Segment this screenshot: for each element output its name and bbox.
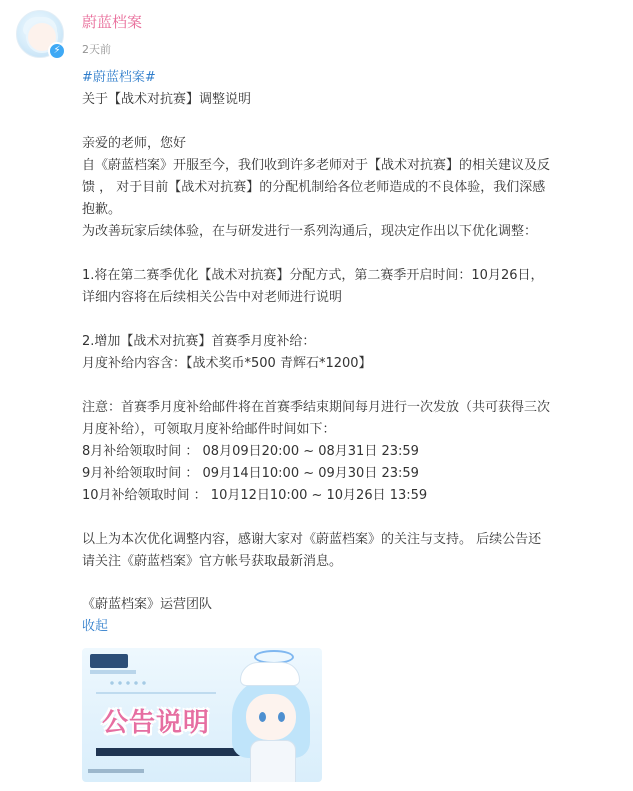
blank-line (82, 309, 612, 331)
post-title-line: 关于【战术对抗赛】调整说明 (82, 92, 252, 107)
blank-line (82, 507, 612, 529)
schedule-september-line: 9月补给领取时间 ： 09月14日10:00 ~ 09月30日 23:59 (82, 466, 419, 481)
hashtag-link[interactable]: #蔚蓝档案# (82, 70, 156, 85)
decorative-dots (108, 680, 148, 686)
character-eye (278, 712, 285, 722)
item-2-line: 2.增加【战术对抗赛】首赛季月度补给： (82, 334, 316, 349)
character-eye (259, 712, 266, 722)
greeting-line: 亲爱的老师，您好 (82, 136, 187, 151)
item-2-detail-line: 月度补给内容含：【战术奖币*500 青辉石*1200】 (82, 356, 372, 371)
collapse-link[interactable]: 收起 (82, 619, 109, 634)
item-1-line: 1.将在第二赛季优化【战术对抗赛】分配方式，第二赛季开启时间：10月26日， (82, 268, 544, 283)
copyright-mark-bar (88, 769, 144, 773)
verified-lightning-icon: ⚡ (48, 42, 66, 60)
body-line: 馈 ， 对于目前【战术对抗赛】的分配机制给各位老师造成的不良体验，我们深感 (82, 180, 546, 195)
banner-title: 公告说明 (102, 708, 211, 738)
closing-line: 请关注《蔚蓝档案》官方帐号获取最新消息。 (82, 554, 343, 569)
post-timestamp[interactable]: 2天前 (82, 43, 111, 56)
schedule-october-line: 10月补给领取时间 ： 10月12日10:00 ~ 10月26日 13:59 (82, 488, 428, 503)
decorative-dark-bar (96, 748, 246, 756)
blank-line (82, 243, 612, 265)
character-body (250, 740, 296, 782)
character-face (246, 694, 296, 740)
body-line: 为改善玩家后续体验，在与研发进行一系列沟通后，现决定作出以下优化调整： (82, 224, 538, 239)
author-avatar[interactable] (16, 10, 64, 58)
blank-line (82, 375, 612, 397)
notice-line: 月度补给），可领取月度补给邮件时间如下： (82, 422, 336, 437)
decorative-line (96, 692, 216, 694)
game-logo-shape (90, 654, 128, 668)
closing-line: 以上为本次优化调整内容，感谢大家对《蔚蓝档案》的关注与支持。 后续公告还 (82, 532, 542, 547)
announcement-image[interactable] (82, 648, 322, 782)
character-bow (240, 662, 300, 686)
body-line: 自《蔚蓝档案》开服至今，我们收到许多老师对于【战术对抗赛】的相关建议及反 (82, 158, 551, 173)
item-1-detail-line: 详细内容将在后续相关公告中对老师进行说明 (82, 290, 343, 305)
logo-subtitle-bar (90, 670, 136, 674)
post-body (82, 67, 612, 573)
body-line: 抱歉。 (82, 202, 122, 217)
notice-line: 注意：首赛季月度补给邮件将在首赛季结束期间每月进行一次发放（共可获得三次 (82, 400, 551, 415)
author-name[interactable]: 蔚蓝档案 (82, 13, 143, 31)
team-signature: 《蔚蓝档案》运营团队 (82, 597, 213, 612)
blank-line (82, 111, 612, 133)
schedule-august-line: 8月补给领取时间 ： 08月09日20:00 ~ 08月31日 23:59 (82, 444, 419, 459)
